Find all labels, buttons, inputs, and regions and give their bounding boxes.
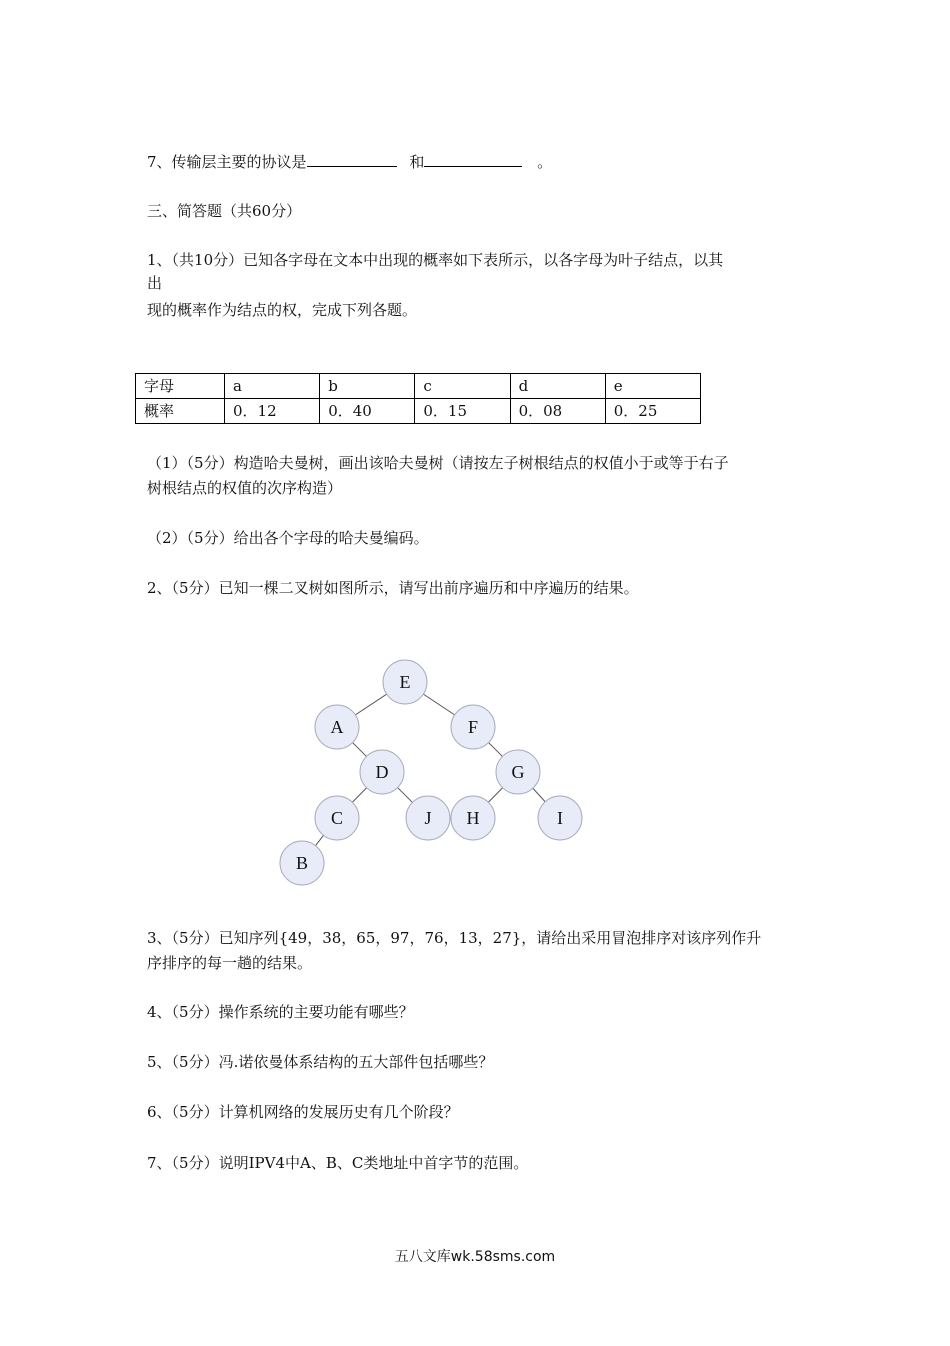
fill-q7-prefix: 7、传输层主要的协议是 — [147, 153, 307, 171]
q1-line-2: 出 — [147, 274, 163, 292]
tree-node-label: A — [330, 717, 344, 737]
tree-node-label: E — [399, 672, 411, 692]
tree-edge-G-I — [533, 788, 545, 802]
q1-line-3: 现的概率作为结点的权，完成下列各题。 — [147, 301, 418, 319]
tree-node-I — [538, 796, 582, 840]
table-header-letter: 字母 — [136, 374, 225, 399]
tree-node-label: B — [295, 853, 309, 873]
tree-node-label: H — [466, 808, 480, 828]
table-cell-letter: d — [510, 374, 605, 399]
q3-line-1: 3、（5分）已知序列{49，38，65，97，76，13，27}，请给出采用冒泡排序对该序列作升 — [147, 929, 762, 947]
tree-node-C — [315, 796, 359, 840]
table-cell-letter: a — [225, 374, 320, 399]
tree-node-label: J — [424, 808, 432, 828]
fill-q7-suffix: 。 — [537, 153, 553, 171]
q6: 6、（5分）计算机网络的发展历史有几个阶段？ — [147, 1103, 459, 1121]
tree-edge-F-G — [489, 743, 503, 757]
tree-edge-E-A — [355, 694, 386, 715]
tree-node-label: D — [375, 762, 389, 782]
q7: 7、（5分）说明IPV4中A、B、C类地址中首字节的范围。 — [147, 1154, 529, 1172]
fill-q7-middle: 和 — [409, 153, 425, 171]
tree-node-label: I — [557, 808, 563, 828]
tree-node-E — [383, 660, 427, 704]
answer-blank-1 — [307, 150, 397, 167]
tree-node-D — [360, 750, 404, 794]
table-cell-probability: 0．12 — [225, 399, 320, 424]
q4: 4、（5分）操作系统的主要功能有哪些？ — [147, 1003, 414, 1021]
q3-line-2: 序排序的每一趟的结果。 — [147, 954, 313, 972]
q1-line-1: 1、（共10分）已知各字母在文本中出现的概率如下表所示，以各字母为叶子结点，以其 — [147, 251, 724, 269]
footer-watermark: 五八文库wk.58sms.com — [394, 1249, 556, 1265]
tree-edge-D-C — [352, 788, 366, 803]
q1-sub1-line-2: 树根结点的权值的次序构造） — [147, 479, 343, 497]
table-cell-letter: e — [605, 374, 700, 399]
tree-node-H — [451, 796, 495, 840]
tree-node-G — [496, 750, 540, 794]
tree-node-B — [280, 841, 324, 885]
tree-node-label: C — [330, 808, 344, 828]
fill-question-7 — [147, 150, 552, 173]
table-cell-letter: b — [320, 374, 415, 399]
table-cell-probability: 0．25 — [605, 399, 700, 424]
answer-blank-2 — [424, 150, 522, 167]
tree-node-label: F — [467, 717, 479, 737]
binary-tree-diagram — [270, 650, 590, 895]
table-cell-probability: 0．40 — [320, 399, 415, 424]
tree-node-label: G — [511, 762, 525, 782]
tree-edge-E-F — [423, 694, 454, 715]
q2: 2、（5分）已知一棵二叉树如图所示，请写出前序遍历和中序遍历的结果。 — [147, 579, 639, 597]
q1-sub2: （2）（5分）给出各个字母的哈夫曼编码。 — [147, 529, 429, 547]
section-3-title: 三、简答题（共60分） — [147, 202, 302, 220]
table-cell-letter: c — [415, 374, 510, 399]
tree-edge-A-D — [353, 743, 367, 757]
q5: 5、（5分）冯.诺依曼体系结构的五大部件包括哪些？ — [147, 1053, 494, 1071]
tree-edge-D-J — [398, 788, 413, 803]
probability-table — [135, 373, 701, 424]
table-row-probabilities — [136, 399, 701, 424]
tree-edge-G-H — [488, 788, 502, 803]
table-cell-probability: 0．08 — [510, 399, 605, 424]
tree-edge-C-B — [316, 835, 324, 845]
table-cell-probability: 0．15 — [415, 399, 510, 424]
table-header-probability: 概率 — [136, 399, 225, 424]
tree-node-A — [315, 705, 359, 749]
q1-sub1-line-1: （1）（5分）构造哈夫曼树，画出该哈夫曼树（请按左子树根结点的权值小于或等于右子 — [147, 454, 729, 472]
tree-node-J — [406, 796, 450, 840]
table-row-letters — [136, 374, 701, 399]
tree-node-F — [451, 705, 495, 749]
